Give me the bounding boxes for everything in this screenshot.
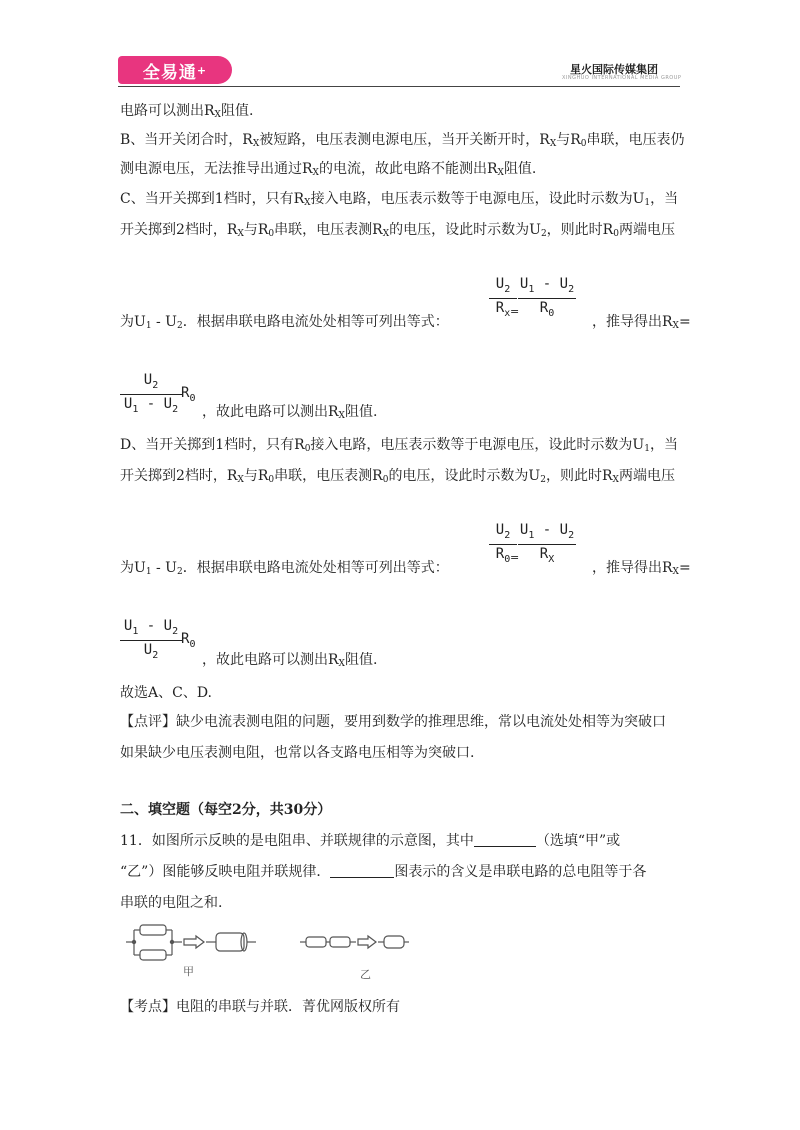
answer-blank-2[interactable] [330, 863, 394, 878]
text-line: 电路可以测出$R_X$阻值. [120, 103, 254, 120]
question-11-line1: 11．如图所示反映的是电阻串、并联规律的示意图，其中 （选填“甲”或 [120, 833, 621, 849]
option-c-line2: 开关掷到2档时，$R_X$与$R_0$串联，电压表测$R_X$的电压，设此时示数为$U_2$，则此时$R_0$两端电压 [120, 222, 675, 239]
fraction-u1-minus-u2-over-rx: $U_1 - U_2$ $R_X$ [519, 522, 575, 565]
fraction-rx-result-d: $U_1 - U_2$ $U_2$ [120, 618, 182, 666]
series-resistors-figure [300, 936, 409, 948]
equals-sign: = [510, 551, 520, 564]
question-11-line3: 串联的电阻之和. [120, 895, 223, 911]
figure-label-jia: 甲 [183, 965, 194, 978]
option-c-line4: ，故此电路可以测出$R_X$阻值. [202, 404, 378, 421]
fraction-rx-result-c: $U_2$ $U_1 - U_2$ [120, 372, 182, 420]
review-line1: 【点评】缺少电流表测电阻的问题，要用到数学的推理思维，常以电流处处相等为突破口 [120, 714, 666, 730]
option-c-line3-right: ，推导得出$R_X=$ [592, 314, 691, 331]
option-c-line1: C、当开关掷到1档时，只有$R_X$接入电路，电压表示数等于电源电压，设此时示数为$U_1$，当 [120, 191, 679, 208]
logo: 全易通 + [118, 56, 232, 84]
header-divider [118, 86, 680, 87]
company-name: 星火国际传媒集团 [570, 63, 658, 76]
option-d-line1: D、当开关掷到1档时，只有$R_0$接入电路，电压表示数等于电源电压，设此时示数为$U_1$，当 [120, 437, 678, 454]
option-d-line4: ，故此电路可以测出$R_X$阻值. [202, 652, 378, 669]
r0-factor-c: $R_0$ [181, 385, 196, 404]
fraction-u2-over-r0: $U_2$ $R_0$ [489, 522, 517, 570]
option-d-line2: 开关掷到2档时，$R_X$与$R_0$串联，电压表测$R_0$的电压，设此时示数为$U_2$，则此时$R_X$两端电压 [120, 468, 675, 485]
r0-factor-d: $R_0$ [181, 631, 196, 650]
review-line2: 如果缺少电压表测电阻，也常以各支路电压相等为突破口. [120, 745, 475, 761]
company-subtitle: XINGHUO INTERNATIONAL MEDIA GROUP [562, 75, 682, 81]
fraction-u2-over-rx: $U_2$ $R_x$ [489, 276, 517, 324]
equals-sign: = [510, 305, 520, 318]
parallel-resistors-figure [126, 925, 256, 960]
fraction-u1-minus-u2-over-r0: $U_1 - U_2$ $R_0$ [519, 276, 575, 319]
junction-dots [132, 940, 174, 944]
option-b-line2: 测电源电压，无法推导出通过$R_X$的电流，故此电路不能测出$R_X$阻值. [120, 161, 537, 178]
section-heading: 二、填空题（每空2分，共30分） [120, 802, 332, 818]
kaodian-line: 【考点】电阻的串联与并联．菁优网版权所有 [120, 999, 400, 1015]
figure-label-yi: 乙 [360, 968, 371, 981]
option-c-line3-left: 为$U_1 - U_2$．根据串联电路电流处处相等可列出等式： [120, 314, 449, 331]
answer-blank-1[interactable] [474, 832, 536, 847]
answer-line: 故选A、C、D. [120, 685, 212, 701]
question-11-line2: “乙”）图能够反映电阻并联规律． 图表示的含义是串联电路的总电阻等于各 [120, 864, 647, 880]
option-b-line1: B、当开关闭合时，$R_X$被短路，电压表测电源电压，当开关断开时，$R_X$与$R_0$串联，电压表仍 [120, 132, 685, 149]
option-d-line3-right: ，推导得出$R_X=$ [592, 560, 691, 577]
page-header [0, 0, 800, 90]
option-d-line3-left: 为$U_1 - U_2$．根据串联电路电流处处相等可列出等式： [120, 560, 449, 577]
